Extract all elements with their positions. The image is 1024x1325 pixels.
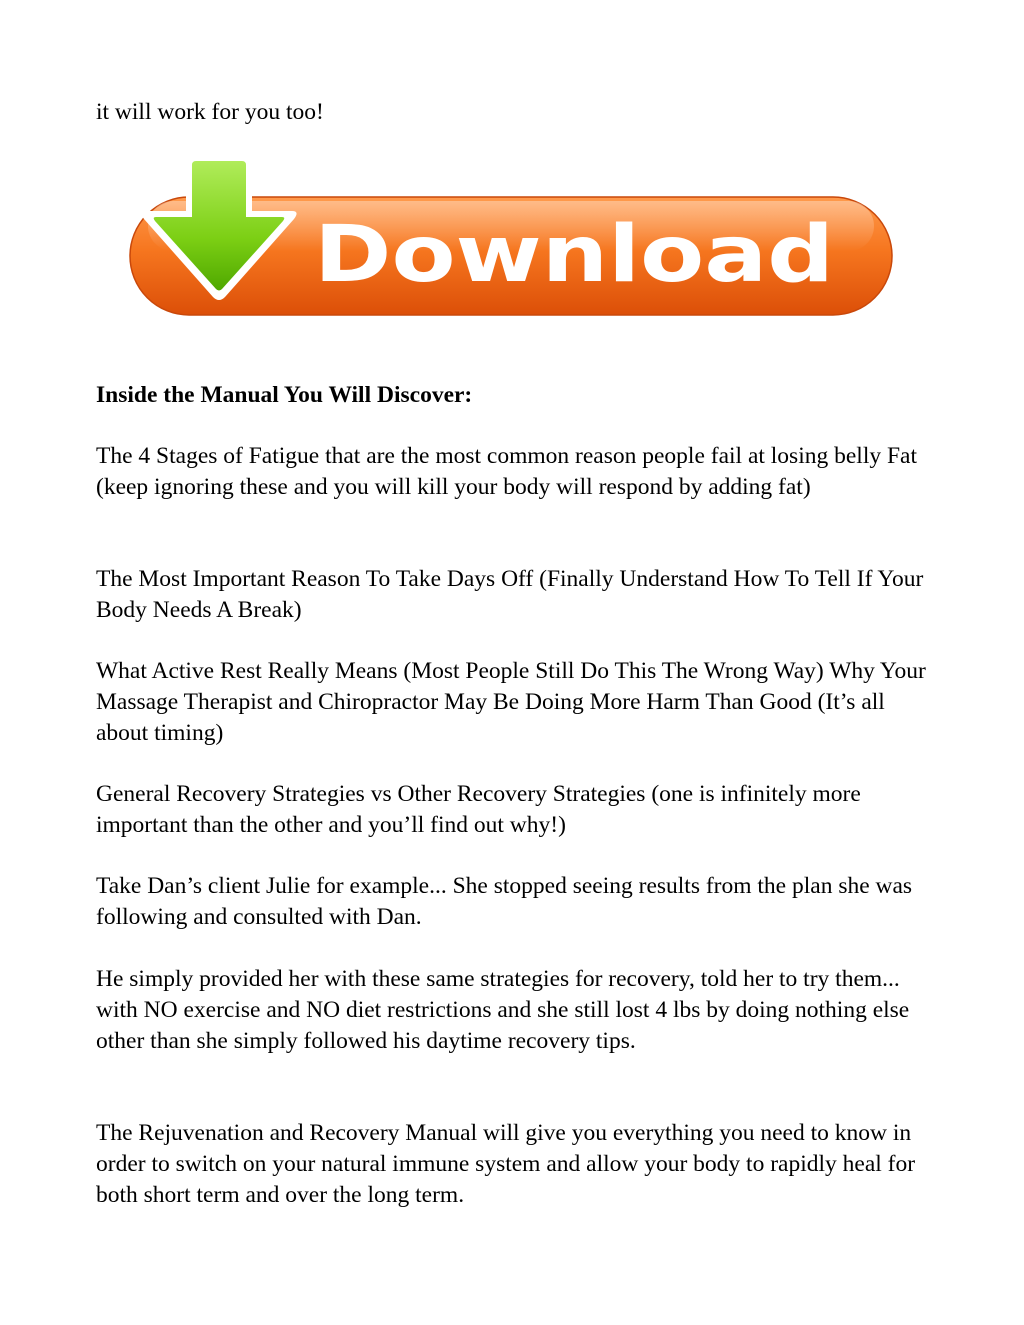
paragraph-recovery-results: He simply provided her with these same strategies for recovery, told her to try them... with NO exercise and NO diet restrictions and she still lost 4 lbs by doing nothing else other than she simply followed his daytime recovery tips. [96, 966, 910, 1054]
intro-line: it will work for you too! [96, 99, 324, 125]
section-heading: Inside the Manual You Will Discover: [96, 382, 473, 408]
paragraph-recovery-strategies: General Recovery Strategies vs Other Recovery Strategies (one is infinitely more important than the other and you’ll find out why!) [96, 781, 861, 838]
paragraph-manual-summary: The Rejuvenation and Recovery Manual will give you everything you need to know in order to switch on your natural immune system and allow your body to rapidly heal for both short term and over the long term. [96, 1120, 916, 1208]
download-button[interactable] [128, 153, 894, 319]
paragraph-julie-example: Take Dan’s client Julie for example... She stopped seeing results from the plan she was following and consulted with Dan. [96, 873, 913, 930]
paragraph-active-rest: What Active Rest Really Means (Most People Still Do This The Wrong Way) Why Your Massage Therapist and Chiropractor May Be Doing More Harm Than Good (It’s all about timing) [96, 658, 926, 746]
paragraph-days-off: The Most Important Reason To Take Days Off (Finally Understand How To Tell If Your Body Needs A Break) [96, 566, 924, 623]
download-banner[interactable] [128, 153, 894, 319]
paragraph-fatigue-stages: The 4 Stages of Fatigue that are the most common reason people fail at losing belly Fat (keep ignoring these and you will kill your body will respond by adding fat) [96, 443, 917, 500]
download-label: Download [314, 210, 834, 300]
